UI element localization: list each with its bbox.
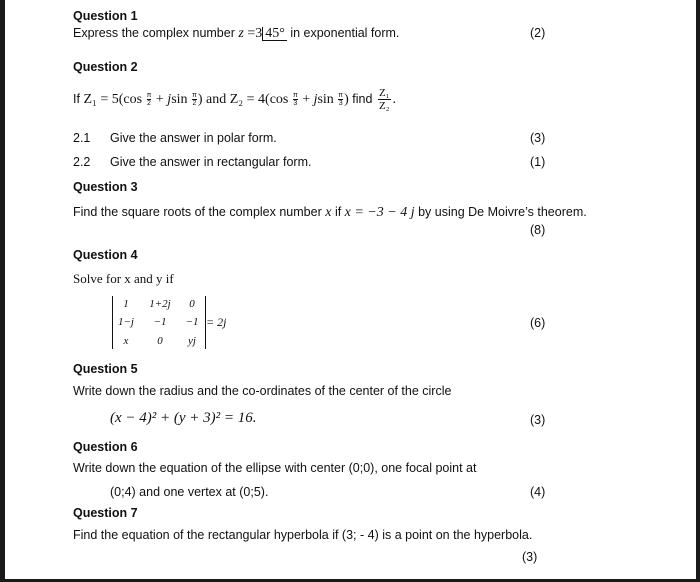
q2-z2-label: Z₂ [229,91,244,107]
q2-sub1-marks: (3) [530,131,546,145]
q1-marks: (2) [530,26,546,40]
q1-text [73,26,399,42]
q1-lhs: z [238,26,244,41]
q2-if: If [73,91,80,106]
q2-sub2-marks: (1) [530,155,546,169]
q2-sin-1: sin [171,91,188,107]
q4-cell: x [123,335,129,347]
q2-z2-angle-sin: $\frac{\pi}{3}$ [338,92,344,107]
q3-heading: Question 3 [73,180,138,194]
q3-prefix: Find the square roots of the complex number [73,205,322,219]
q2-z1-label: Z₁ [83,91,97,107]
q5-equation: (x − 4)² + (y + 3)² = 16. [110,410,257,426]
q2-find: find [352,91,373,106]
q2-sub1-num: 2.1 [73,131,91,145]
q4-marks: (6) [530,316,546,330]
q7-heading: Question 7 [73,506,138,520]
q2-cos-2: cos [269,91,289,107]
q2-z1-angle-sin: $\frac{\pi}{2}$ [192,92,197,107]
q2-ratio: $\frac{\text{Z₁}}{\text{Z₂}}$ [378,87,390,112]
q4-heading: Question 4 [73,248,138,262]
q7-marks: (3) [522,550,538,564]
q2-heading: Question 2 [73,60,138,74]
q3-marks: (8) [530,223,546,237]
q3-text [73,205,587,221]
q4-cell: 1−j [118,316,134,328]
q5-heading: Question 5 [73,362,138,376]
q2-formula: If Z₁ = 5(cos $\frac{\pi}{2}$ + jsin $\frac{\pi}{2}$ ) and Z₂ = 4(cos $\frac{\pi}{3}$ + jsin $\frac{\pi}{3}$ ) find $\frac{\text{Z₁}}{\text{Z₂}}$ . [73,87,396,112]
q7-text: Find the equation of the rectangular hyperbola if (3; - 4) is a point on the hyperbola. [73,528,533,542]
q3-suffix: by using De Moivre’s theorem. [418,205,587,219]
q3-expr: x = −3 − 4 j [344,205,415,220]
q1-mag: 3 [255,26,263,41]
q2-sin-2: sin [317,91,334,107]
q6-marks: (4) [530,485,546,499]
q2-z1-coef: 5 [111,91,119,107]
q6-heading: Question 6 [73,440,138,454]
q2-cos-1: cos [123,91,143,107]
q2-z2-coef: 4 [258,91,266,107]
q1-angle: 45° [262,27,287,41]
q2-sub1-text: Give the answer in polar form. [110,131,277,145]
q4-cell: 0 [157,335,163,347]
q2-z2-angle-cos: $\frac{\pi}{3}$ [292,92,298,107]
q6-text-line1: Write down the equation of the ellipse with center (0;0), one focal point at [73,461,477,475]
q4-cell: −1 [185,316,199,328]
q6-text-line2: (0;4) and one vertex at (0;5). [110,485,269,499]
q2-sub2-text: Give the answer in rectangular form. [110,155,312,169]
q4-cell: yj [188,335,196,347]
q4-text: Solve for x and y if [73,271,174,286]
right-edge [696,0,700,582]
q1-suffix: in exponential form. [290,26,400,40]
q4-rhs: = 2j [206,315,227,329]
q2-z1-angle-cos: $\frac{\pi}{2}$ [146,92,152,107]
q4-cell: −1 [153,316,167,328]
q5-marks: (3) [530,413,546,427]
q3-if: if [334,205,342,219]
q1-heading: Question 1 [73,9,138,23]
q2-sub2-num: 2.2 [73,155,91,169]
left-edge [0,0,5,582]
q4-cell: 1 [123,298,129,310]
q3-var: x [325,205,332,220]
q1-eq: = [247,26,256,41]
q1-prefix: Express the complex number [73,26,235,40]
q2-and: and [206,91,227,107]
q4-cell: 0 [189,298,195,310]
q5-text: Write down the radius and the co-ordinates of the center of the circle [73,384,452,398]
q4-cell: 1+2j [149,298,171,310]
